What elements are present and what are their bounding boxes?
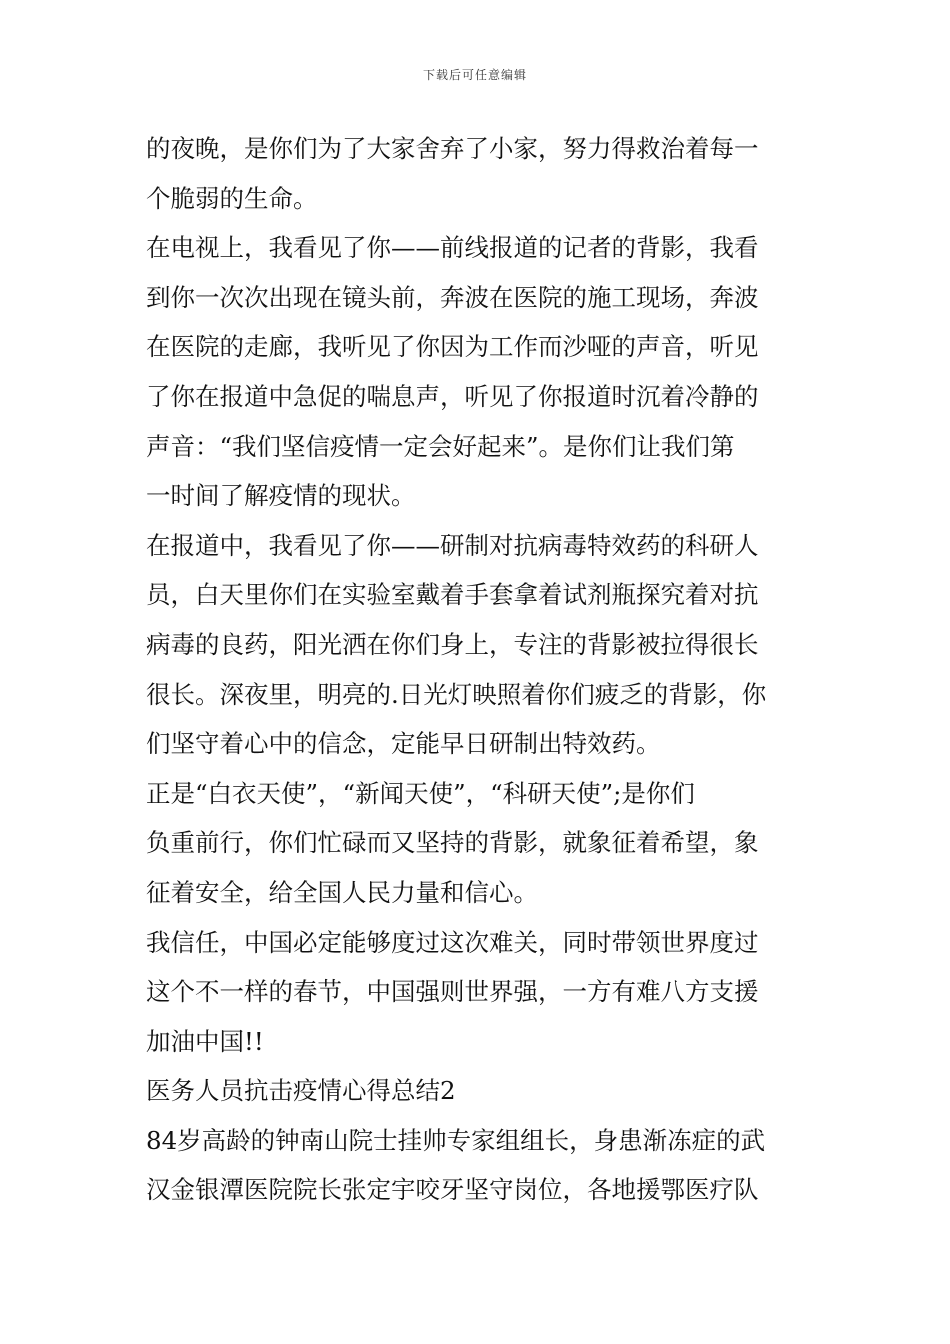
text-line: 负重前行，你们忙碌而又坚持的背影，就象征着希望，象 xyxy=(146,828,759,858)
text-line: 到你一次次出现在镜头前，奔波在医院的施工现场，奔波 xyxy=(146,282,759,312)
text-line: 加油中国!! xyxy=(146,1026,264,1056)
text-line: 我信任，中国必定能够度过这次难关，同时带领世界度过 xyxy=(146,927,759,957)
text-line: 这个不一样的春节，中国强则世界强，一方有难八方支援 xyxy=(146,977,759,1007)
text-line: 正是“白衣天使”，“新闻天使”，“科研天使”;是你们 xyxy=(146,778,695,808)
text-line: 的夜晚，是你们为了大家舍弃了小家，努力得救治着每一 xyxy=(146,134,759,163)
text-line: 了你在报道中急促的喘息声，听见了你报道时沉着冷静的 xyxy=(146,381,759,411)
text-line: 个脆弱的生命。 xyxy=(146,183,318,213)
text-line: 一时间了解疫情的现状。 xyxy=(146,481,416,511)
text-line: 在电视上，我看见了你——前线报道的记者的背影，我看 xyxy=(146,233,759,263)
header-note: 下载后可任意编辑 xyxy=(422,68,527,82)
text-line: 汉金银潭医院院长张定宇咬牙坚守岗位，各地援鄂医疗队 xyxy=(146,1175,759,1205)
text-line: 征着安全，给全国人民力量和信心。 xyxy=(146,877,538,907)
text-line: 84岁高龄的钟南山院士挂帅专家组组长，身患渐冻症的武 xyxy=(146,1125,766,1155)
text-line: 员，白天里你们在实验室戴着手套拿着试剂瓶探究着对抗 xyxy=(146,580,759,610)
text-line: 在报道中，我看见了你——研制对抗病毒特效药的科研人 xyxy=(146,530,759,560)
text-line: 在医院的走廊，我听见了你因为工作而沙哑的声音，听见 xyxy=(146,332,759,362)
text-line: 们坚守着心中的信念，定能早日研制出特效药。 xyxy=(146,729,661,759)
document-body xyxy=(146,124,810,1215)
text-line: 病毒的良药，阳光洒在你们身上，专注的背影被拉得很长 xyxy=(146,629,759,659)
section-heading: 医务人员抗击疫情心得总结2 xyxy=(146,1076,456,1106)
text-line: 声音：“我们坚信疫情一定会好起来”。是你们让我们第 xyxy=(146,431,735,461)
text-line: 很长。深夜里，明亮的.日光灯映照着你们疲乏的背影，你 xyxy=(146,679,767,709)
